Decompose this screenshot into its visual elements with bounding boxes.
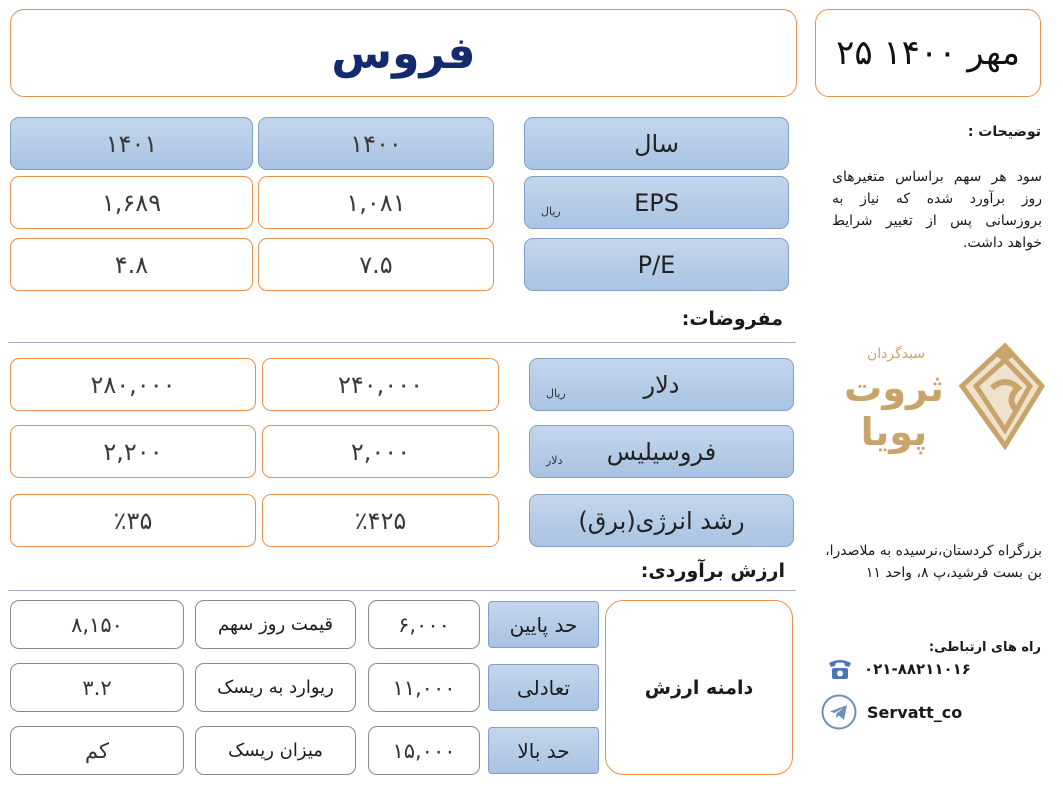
- risk-level-label: میزان ریسک: [195, 726, 356, 775]
- eps-label: EPS ریال: [524, 176, 789, 229]
- assumptions-divider: [8, 342, 796, 343]
- eps-year-2: ۱,۶۸۹: [10, 176, 253, 229]
- telegram-contact[interactable]: [821, 694, 962, 730]
- dollar-value-2: ۲۸۰,۰۰۰: [10, 358, 256, 411]
- page-title: فروس: [331, 27, 476, 79]
- eps-unit: ریال: [541, 205, 561, 218]
- header-year-1: ۱۴۰۰: [258, 117, 494, 170]
- address-text: بزرگراه کردستان،نرسیده به ملاصدرا، بن بست فرشید،پ ۸، واحد ۱۱: [825, 543, 1042, 581]
- header-year-2: ۱۴۰۱: [10, 117, 253, 170]
- equilibrium-value: ۱۱,۰۰۰: [368, 663, 480, 712]
- assumptions-heading: مفروضات:: [681, 308, 783, 330]
- reward-risk-value: ۳.۲: [10, 663, 184, 712]
- notes-heading: توضیحات :: [967, 124, 1041, 140]
- value-range-label: دامنه ارزش: [644, 676, 754, 699]
- market-price-label: قیمت روز سهم: [195, 600, 356, 649]
- header-label-year: سال: [524, 117, 789, 170]
- valuation-divider: [8, 590, 796, 591]
- logo-main-text: ثروت پویا: [844, 366, 944, 454]
- low-bound-label: حد پایین: [488, 601, 599, 648]
- report-date: ۲۵ مهر ۱۴۰۰: [836, 33, 1020, 73]
- pe-label: P/E: [524, 238, 789, 291]
- dollar-label: دلار ریال: [529, 358, 794, 411]
- ferrosilicon-value-2: ۲,۲۰۰: [10, 425, 256, 478]
- logo-top-text: سبدگردان: [866, 346, 926, 362]
- high-bound-label: حد بالا: [488, 727, 599, 774]
- contacts-heading: راه های ارتباطی:: [928, 640, 1041, 655]
- phone-contact[interactable]: [826, 656, 971, 682]
- ferrosilicon-label: فروسیلیس دلار: [529, 425, 794, 478]
- energy-growth-value-1: ٪۴۲۵: [262, 494, 499, 547]
- dollar-value-1: ۲۴۰,۰۰۰: [262, 358, 499, 411]
- pe-year-2: ۴.۸: [10, 238, 253, 291]
- value-range-box: [605, 600, 793, 775]
- notes-text: سود هر سهم براساس متغیرهای روز برآورد شده که نیاز به بروزسانی پس از تغییر شرایط خواهد داشت.: [832, 169, 1042, 251]
- risk-level-value: کم: [10, 726, 184, 775]
- pe-year-1: ۷.۵: [258, 238, 494, 291]
- low-bound-value: ۶,۰۰۰: [368, 600, 480, 649]
- telegram-icon: [821, 694, 857, 730]
- ferrosilicon-value-1: ۲,۰۰۰: [262, 425, 499, 478]
- energy-growth-label: رشد انرژی(برق): [529, 494, 794, 547]
- energy-growth-value-2: ٪۳۵: [10, 494, 256, 547]
- phone-number: ۰۲۱-۸۸۲۱۱۰۱۶: [864, 660, 971, 678]
- company-logo: [830, 338, 1050, 463]
- reward-risk-label: ریوارد به ریسک: [195, 663, 356, 712]
- eps-year-1: ۱,۰۸۱: [258, 176, 494, 229]
- telegram-handle: Servatt_co: [867, 702, 963, 722]
- high-bound-value: ۱۵,۰۰۰: [368, 726, 480, 775]
- market-price-value: ۸,۱۵۰: [10, 600, 184, 649]
- title-box: [10, 9, 797, 97]
- equilibrium-label: تعادلی: [488, 664, 599, 711]
- phone-icon: [826, 656, 854, 682]
- valuation-heading: ارزش برآوردی:: [640, 560, 785, 582]
- date-box: [815, 9, 1041, 97]
